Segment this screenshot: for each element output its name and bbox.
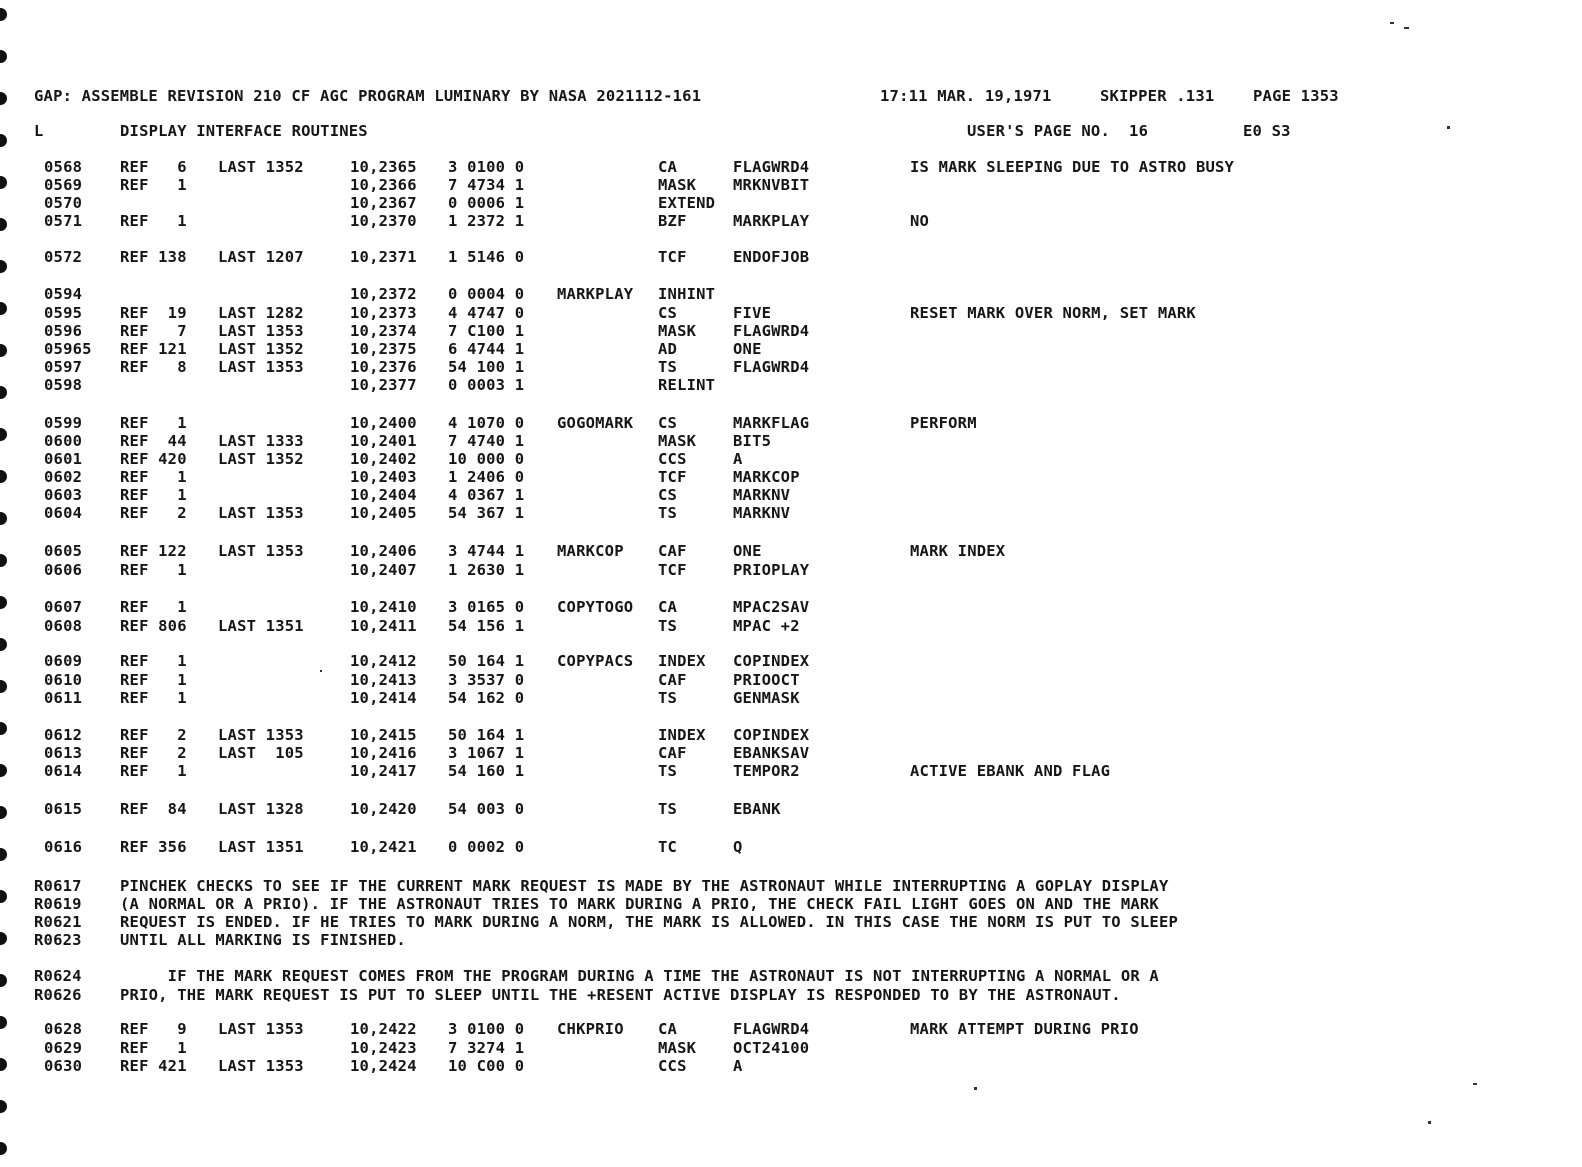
octal-word: 54 162 0 <box>448 689 525 707</box>
last-ref: LAST 1333 <box>218 432 304 450</box>
last-ref: LAST 1352 <box>218 340 304 358</box>
opcode: CAF <box>658 542 687 560</box>
ref-count: REF 84 <box>120 800 187 818</box>
octal-word: 6 4744 1 <box>448 340 525 358</box>
line-number: 0607 <box>44 598 83 616</box>
line-number: 0612 <box>44 726 83 744</box>
ref-count: REF 7 <box>120 322 187 340</box>
last-ref: LAST 1282 <box>218 304 304 322</box>
opcode: EXTEND <box>658 194 716 212</box>
opcode: TS <box>658 762 678 780</box>
opcode: MASK <box>658 1039 697 1057</box>
last-ref: LAST 1207 <box>218 248 304 266</box>
opcode: TS <box>658 689 678 707</box>
opcode: CA <box>658 158 678 176</box>
octal-word: 7 3274 1 <box>448 1039 525 1057</box>
line-number: 0595 <box>44 304 83 322</box>
last-ref: LAST 1353 <box>218 1057 304 1075</box>
last-ref: LAST 1351 <box>218 838 304 856</box>
address: 10,2422 <box>350 1020 417 1038</box>
operand: GENMASK <box>733 689 800 707</box>
last-ref: LAST 1328 <box>218 800 304 818</box>
opcode: MASK <box>658 322 697 340</box>
address: 10,2406 <box>350 542 417 560</box>
paper-speck <box>974 1087 977 1090</box>
feed-hole-left <box>0 1100 7 1113</box>
octal-word: 1 2406 0 <box>448 468 525 486</box>
opcode: TCF <box>658 468 687 486</box>
opcode: TCF <box>658 561 687 579</box>
opcode: MASK <box>658 176 697 194</box>
octal-word: 54 156 1 <box>448 617 525 635</box>
ref-count: REF 122 <box>120 542 187 560</box>
comment-line-number: R0621 <box>34 913 82 931</box>
octal-word: 3 3537 0 <box>448 671 525 689</box>
ref-count: REF 2 <box>120 744 187 762</box>
symbol-label: MARKCOP <box>557 542 624 560</box>
octal-word: 50 164 1 <box>448 726 525 744</box>
address: 10,2370 <box>350 212 417 230</box>
octal-word: 0 0003 1 <box>448 376 525 394</box>
feed-hole-left <box>0 890 7 903</box>
octal-word: 1 2630 1 <box>448 561 525 579</box>
last-ref: LAST 1351 <box>218 617 304 635</box>
feed-hole-left <box>0 50 7 63</box>
feed-hole-left <box>0 554 7 567</box>
comment-line-number: R0617 <box>34 877 82 895</box>
address: 10,2412 <box>350 652 417 670</box>
octal-word: 7 C100 1 <box>448 322 525 340</box>
feed-hole-left <box>0 806 7 819</box>
comment-line-number: R0626 <box>34 986 82 1004</box>
feed-hole-left <box>0 8 7 21</box>
address: 10,2375 <box>350 340 417 358</box>
ref-count: REF 1 <box>120 652 187 670</box>
line-number: 0613 <box>44 744 83 762</box>
octal-word: 1 5146 0 <box>448 248 525 266</box>
line-number: 0615 <box>44 800 83 818</box>
address: 10,2421 <box>350 838 417 856</box>
paper-speck <box>320 670 322 672</box>
octal-word: 10 000 0 <box>448 450 525 468</box>
line-number: 0600 <box>44 432 83 450</box>
feed-hole-left <box>0 260 7 273</box>
line-number: 0570 <box>44 194 83 212</box>
address: 10,2413 <box>350 671 417 689</box>
last-ref: LAST 1353 <box>218 504 304 522</box>
opcode: CA <box>658 598 678 616</box>
line-number: 0609 <box>44 652 83 670</box>
feed-hole-left <box>0 92 7 105</box>
ref-count: REF 1 <box>120 561 187 579</box>
feed-hole-left <box>0 176 7 189</box>
symbol-label: COPYTOGO <box>557 598 634 616</box>
remark: PERFORM <box>910 414 977 432</box>
last-ref: LAST 1352 <box>218 450 304 468</box>
feed-hole-left <box>0 680 7 693</box>
octal-word: 4 0367 1 <box>448 486 525 504</box>
ref-count: REF 1 <box>120 414 187 432</box>
line-number: 0608 <box>44 617 83 635</box>
line-number: 0597 <box>44 358 83 376</box>
operand: EBANKSAV <box>733 744 810 762</box>
symbol-label: CHKPRIO <box>557 1020 624 1038</box>
opcode: CS <box>658 414 678 432</box>
feed-hole-left <box>0 512 7 525</box>
ref-count: REF 420 <box>120 450 187 468</box>
remark: MARK ATTEMPT DURING PRIO <box>910 1020 1139 1038</box>
address: 10,2415 <box>350 726 417 744</box>
octal-word: 4 4747 0 <box>448 304 525 322</box>
feed-hole-left <box>0 428 7 441</box>
operand: MARKNV <box>733 504 791 522</box>
address: 10,2365 <box>350 158 417 176</box>
ref-count: REF 9 <box>120 1020 187 1038</box>
opcode: AD <box>658 340 678 358</box>
octal-word: 3 1067 1 <box>448 744 525 762</box>
last-ref: LAST 1353 <box>218 726 304 744</box>
line-number: 0569 <box>44 176 83 194</box>
address: 10,2420 <box>350 800 417 818</box>
last-ref: LAST 1353 <box>218 1020 304 1038</box>
operand: MPAC +2 <box>733 617 800 635</box>
operand: PRIOPLAY <box>733 561 810 579</box>
line-number: 05965 <box>44 340 92 358</box>
octal-word: 7 4740 1 <box>448 432 525 450</box>
address: 10,2402 <box>350 450 417 468</box>
last-ref: LAST 1353 <box>218 542 304 560</box>
operand: MARKNV <box>733 486 791 504</box>
address: 10,2417 <box>350 762 417 780</box>
ref-count: REF 2 <box>120 504 187 522</box>
address: 10,2374 <box>350 322 417 340</box>
address: 10,2366 <box>350 176 417 194</box>
address: 10,2424 <box>350 1057 417 1075</box>
comment-text: PRIO, THE MARK REQUEST IS PUT TO SLEEP UNTIL THE +RESENT ACTIVE DISPLAY IS RESPONDED TO BY THE ASTRONAUT. <box>120 986 1121 1004</box>
ref-count: REF 138 <box>120 248 187 266</box>
remark: NO <box>910 212 930 230</box>
feed-hole-left <box>0 848 7 861</box>
operand: OCT24100 <box>733 1039 810 1057</box>
operand: ONE <box>733 542 762 560</box>
address: 10,2410 <box>350 598 417 616</box>
ref-count: REF 1 <box>120 598 187 616</box>
operand: FLAGWRD4 <box>733 322 810 340</box>
address: 10,2367 <box>350 194 417 212</box>
line-number: 0596 <box>44 322 83 340</box>
ref-count: REF 1 <box>120 1039 187 1057</box>
operand: EBANK <box>733 800 781 818</box>
address: 10,2376 <box>350 358 417 376</box>
opcode: CS <box>658 304 678 322</box>
operand: A <box>733 450 743 468</box>
address: 10,2400 <box>350 414 417 432</box>
ref-count: REF 356 <box>120 838 187 856</box>
line-number: 0571 <box>44 212 83 230</box>
feed-hole-left <box>0 764 7 777</box>
octal-word: 3 0100 0 <box>448 158 525 176</box>
address: 10,2416 <box>350 744 417 762</box>
line-number: 0594 <box>44 285 83 303</box>
line-number: 0572 <box>44 248 83 266</box>
feed-hole-left <box>0 974 7 987</box>
ref-count: REF 2 <box>120 726 187 744</box>
address: 10,2414 <box>350 689 417 707</box>
operand: MARKPLAY <box>733 212 810 230</box>
comment-text: REQUEST IS ENDED. IF HE TRIES TO MARK DURING A NORM, THE MARK IS ALLOWED. IN THIS CASE THE NORM IS PUT TO SLEEP <box>120 913 1179 931</box>
header-timestamp: 17:11 MAR. 19,1971 <box>880 87 1052 105</box>
opcode: MASK <box>658 432 697 450</box>
line-number: 0602 <box>44 468 83 486</box>
octal-word: 1 2372 1 <box>448 212 525 230</box>
ref-count: REF 6 <box>120 158 187 176</box>
address: 10,2373 <box>350 304 417 322</box>
octal-word: 50 164 1 <box>448 652 525 670</box>
ref-count: REF 806 <box>120 617 187 635</box>
comment-text: (A NORMAL OR A PRIO). IF THE ASTRONAUT TRIES TO MARK DURING A PRIO, THE CHECK FAIL LIGHT GOES ON AND THE MARK <box>120 895 1159 913</box>
feed-hole-left <box>0 218 7 231</box>
operand: BIT5 <box>733 432 772 450</box>
opcode: CAF <box>658 671 687 689</box>
ref-count: REF 1 <box>120 671 187 689</box>
last-ref: LAST 1353 <box>218 358 304 376</box>
header-skipper: SKIPPER .131 <box>1100 87 1215 105</box>
operand: MARKFLAG <box>733 414 810 432</box>
last-ref: LAST 1353 <box>218 322 304 340</box>
operand: MARKCOP <box>733 468 800 486</box>
octal-word: 54 003 0 <box>448 800 525 818</box>
opcode: TS <box>658 800 678 818</box>
remark: IS MARK SLEEPING DUE TO ASTRO BUSY <box>910 158 1235 176</box>
comment-text: PINCHEK CHECKS TO SEE IF THE CURRENT MARK REQUEST IS MADE BY THE ASTRONAUT WHILE INTERRUPTING A GOPLAY DISPLAY <box>120 877 1169 895</box>
operand: ONE <box>733 340 762 358</box>
symbol-label: MARKPLAY <box>557 285 634 303</box>
opcode: TS <box>658 617 678 635</box>
ref-count: REF 19 <box>120 304 187 322</box>
remark: MARK INDEX <box>910 542 1006 560</box>
opcode: INHINT <box>658 285 716 303</box>
comment-line-number: R0624 <box>34 967 82 985</box>
octal-word: 4 1070 0 <box>448 414 525 432</box>
address: 10,2372 <box>350 285 417 303</box>
ref-count: REF 8 <box>120 358 187 376</box>
operand: COPINDEX <box>733 652 810 670</box>
opcode: CS <box>658 486 678 504</box>
last-ref: LAST 105 <box>218 744 304 762</box>
opcode: CA <box>658 1020 678 1038</box>
address: 10,2371 <box>350 248 417 266</box>
feed-hole-left <box>0 134 7 147</box>
ref-count: REF 44 <box>120 432 187 450</box>
opcode: INDEX <box>658 652 706 670</box>
opcode: TS <box>658 358 678 376</box>
octal-word: 3 4744 1 <box>448 542 525 560</box>
line-number: 0610 <box>44 671 83 689</box>
octal-word: 0 0004 0 <box>448 285 525 303</box>
comment-text: UNTIL ALL MARKING IS FINISHED. <box>120 931 406 949</box>
operand: Q <box>733 838 743 856</box>
last-ref: LAST 1352 <box>218 158 304 176</box>
line-number: 0611 <box>44 689 83 707</box>
opcode: TC <box>658 838 678 856</box>
ref-count: REF 1 <box>120 762 187 780</box>
symbol-label: GOGOMARK <box>557 414 634 432</box>
feed-hole-left <box>0 722 7 735</box>
section-title: DISPLAY INTERFACE ROUTINES <box>120 122 368 140</box>
opcode: TCF <box>658 248 687 266</box>
octal-word: 54 100 1 <box>448 358 525 376</box>
symbol-label: COPYPACS <box>557 652 634 670</box>
ref-count: REF 1 <box>120 212 187 230</box>
feed-hole-left <box>0 638 7 651</box>
operand: TEMPOR2 <box>733 762 800 780</box>
opcode: INDEX <box>658 726 706 744</box>
operand: FLAGWRD4 <box>733 158 810 176</box>
feed-hole-left <box>0 1016 7 1029</box>
paper-speck <box>1390 22 1394 24</box>
address: 10,2401 <box>350 432 417 450</box>
feed-hole-left <box>0 302 7 315</box>
line-number: 0601 <box>44 450 83 468</box>
opcode: CCS <box>658 450 687 468</box>
header-title: GAP: ASSEMBLE REVISION 210 CF AGC PROGRAM LUMINARY BY NASA 2021112-161 <box>34 87 702 105</box>
remark: RESET MARK OVER NORM, SET MARK <box>910 304 1196 322</box>
address: 10,2423 <box>350 1039 417 1057</box>
line-number: 0598 <box>44 376 83 394</box>
octal-word: 10 C00 0 <box>448 1057 525 1075</box>
feed-hole-left <box>0 1058 7 1071</box>
opcode: RELINT <box>658 376 716 394</box>
ref-count: REF 1 <box>120 176 187 194</box>
octal-word: 54 367 1 <box>448 504 525 522</box>
octal-word: 3 0165 0 <box>448 598 525 616</box>
feed-hole-left <box>0 932 7 945</box>
feed-hole-left <box>0 386 7 399</box>
feed-hole-left <box>0 344 7 357</box>
octal-word: 0 0006 1 <box>448 194 525 212</box>
operand: ENDOFJOB <box>733 248 810 266</box>
line-number: 0603 <box>44 486 83 504</box>
line-number: 0629 <box>44 1039 83 1057</box>
operand: FIVE <box>733 304 772 322</box>
address: 10,2404 <box>350 486 417 504</box>
subheader-mark: L <box>34 122 44 140</box>
comment-text: IF THE MARK REQUEST COMES FROM THE PROGRAM DURING A TIME THE ASTRONAUT IS NOT INTERRUPTING A NORMAL OR A <box>120 967 1159 985</box>
feed-hole-left <box>0 596 7 609</box>
remark: ACTIVE EBANK AND FLAG <box>910 762 1111 780</box>
comment-line-number: R0619 <box>34 895 82 913</box>
opcode: CAF <box>658 744 687 762</box>
comment-line-number: R0623 <box>34 931 82 949</box>
paper-speck <box>1447 126 1450 129</box>
opcode: BZF <box>658 212 687 230</box>
line-number: 0568 <box>44 158 83 176</box>
line-number: 0616 <box>44 838 83 856</box>
ref-count: REF 121 <box>120 340 187 358</box>
operand: MPAC2SAV <box>733 598 810 616</box>
line-number: 0628 <box>44 1020 83 1038</box>
line-number: 0606 <box>44 561 83 579</box>
paper-speck <box>1404 27 1409 29</box>
address: 10,2403 <box>350 468 417 486</box>
paper-speck <box>1428 1121 1431 1124</box>
line-number: 0614 <box>44 762 83 780</box>
opcode: CCS <box>658 1057 687 1075</box>
octal-word: 7 4734 1 <box>448 176 525 194</box>
address: 10,2405 <box>350 504 417 522</box>
octal-word: 0 0002 0 <box>448 838 525 856</box>
opcode: TS <box>658 504 678 522</box>
line-number: 0605 <box>44 542 83 560</box>
line-number: 0630 <box>44 1057 83 1075</box>
ref-count: REF 1 <box>120 689 187 707</box>
operand: COPINDEX <box>733 726 810 744</box>
operand: A <box>733 1057 743 1075</box>
octal-word: 54 160 1 <box>448 762 525 780</box>
ref-count: REF 1 <box>120 468 187 486</box>
feed-hole-left <box>0 470 7 483</box>
ref-count: REF 1 <box>120 486 187 504</box>
header-page: PAGE 1353 <box>1253 87 1339 105</box>
octal-word: 3 0100 0 <box>448 1020 525 1038</box>
address: 10,2411 <box>350 617 417 635</box>
ref-count: REF 421 <box>120 1057 187 1075</box>
line-number: 0604 <box>44 504 83 522</box>
users-page-number: USER'S PAGE NO. 16 <box>967 122 1149 140</box>
address: 10,2377 <box>350 376 417 394</box>
operand: MRKNVBIT <box>733 176 810 194</box>
address: 10,2407 <box>350 561 417 579</box>
operand: PRIOOCT <box>733 671 800 689</box>
paper-speck <box>1473 1083 1477 1085</box>
operand: FLAGWRD4 <box>733 358 810 376</box>
feed-hole-left <box>0 1142 7 1155</box>
section-code: E0 S3 <box>1243 122 1291 140</box>
operand: FLAGWRD4 <box>733 1020 810 1038</box>
line-number: 0599 <box>44 414 83 432</box>
